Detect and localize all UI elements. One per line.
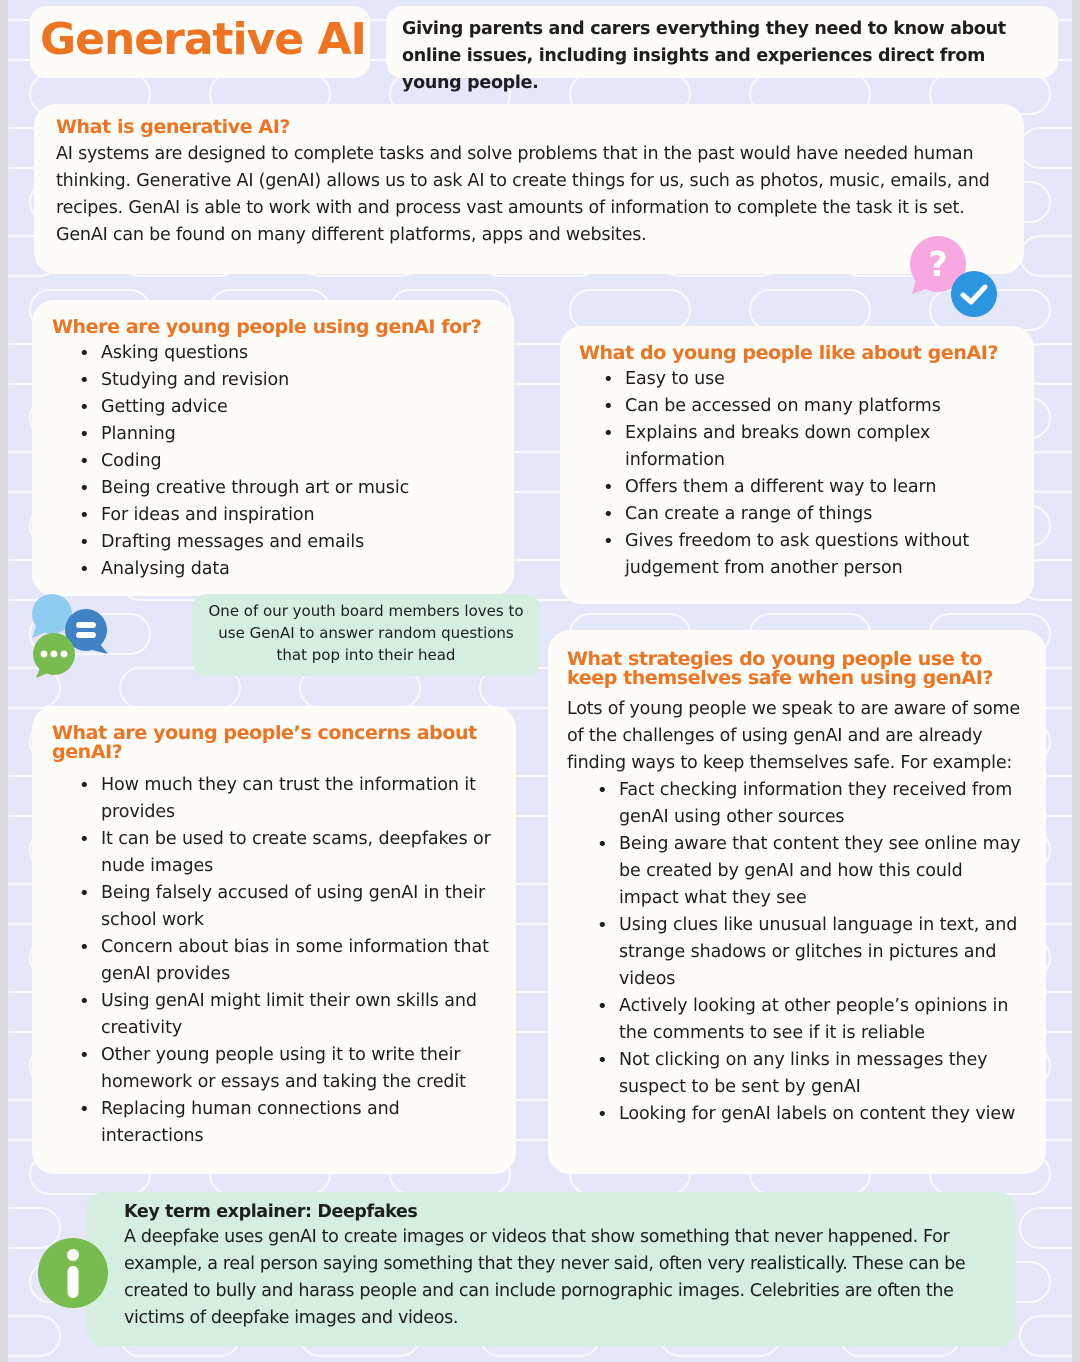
list-item: • Analysing data	[101, 556, 494, 583]
list-item: • Studying and revision	[101, 367, 494, 394]
list-item: • Looking for genAI labels on content they view	[619, 1101, 1027, 1128]
likes-card	[560, 326, 1034, 604]
list-item: • How much they can trust the information it provides	[101, 772, 496, 826]
info-icon	[36, 1236, 110, 1310]
list-item: • Fact checking information they received from genAI using other sources	[619, 777, 1027, 831]
key-term-body: A deepfake uses genAI to create images or videos that show something that never happened. For example, a real person saying something that they never said, often very realistically. These can be created to bully and harass people and can include pornographic images. Celebrities are often the victims of deepfake images and videos.	[124, 1227, 966, 1328]
checkmark-badge-icon	[950, 270, 998, 318]
background-bubble	[1020, 1208, 1080, 1248]
strategies-intro: Lots of young people we speak to are aware of some of the challenges of using genAI and are already finding ways to keep themselves safe. For example:	[567, 699, 1020, 773]
background-bubble	[1020, 128, 1080, 168]
list-item: • Getting advice	[101, 394, 494, 421]
concerns-list	[52, 772, 496, 1150]
list-item: • Can be accessed on many platforms	[625, 393, 1015, 420]
list-item: • Being creative through art or music	[101, 475, 494, 502]
list-item: • Drafting messages and emails	[101, 529, 494, 556]
background-bubble	[570, 290, 690, 330]
where-using-card	[32, 300, 514, 596]
what-is-genai-heading: What is generative AI?	[56, 116, 291, 138]
key-term-card	[86, 1192, 1016, 1346]
where-using-list	[52, 340, 494, 583]
title-card	[30, 6, 370, 78]
likes-heading: What do young people like about genAI?	[579, 342, 999, 364]
list-item: • Being falsely accused of using genAI in their school work	[101, 880, 496, 934]
concerns-card	[32, 706, 516, 1174]
concerns-heading: What are young people’s concerns about genAI?	[52, 722, 477, 763]
list-item: • Coding	[101, 448, 494, 475]
list-item: • Offers them a different way to learn	[625, 474, 1015, 501]
what-is-genai-body: AI systems are designed to complete tasks and solve problems that in the past would have needed human thinking. Generative AI (genAI) allows us to ask AI to create things for us, such as photos, music, emails, and recipes. GenAI is able to work with and process vast amounts of information to complete the task it is set. GenAI can be found on many different platforms, apps and websites.	[56, 144, 990, 245]
background-bubble	[1020, 236, 1080, 276]
tagline: Giving parents and carers everything they need to know about online issues, including insights and experiences direct from young people.	[402, 19, 1006, 93]
page-title: Generative AI	[40, 14, 366, 65]
youth-quote-card	[192, 594, 540, 676]
youth-quote-text: One of our youth board members loves to use GenAI to answer random questions that pop into their head	[208, 602, 524, 664]
list-item: • Can create a range of things	[625, 501, 1015, 528]
tagline-card	[386, 6, 1058, 93]
list-item: • Gives freedom to ask questions without judgement from another person	[625, 528, 1015, 582]
list-item: • Easy to use	[625, 366, 1015, 393]
list-item: • For ideas and inspiration	[101, 502, 494, 529]
list-item: • Replacing human connections and interactions	[101, 1096, 496, 1150]
list-item: • Planning	[101, 421, 494, 448]
strategies-heading: What strategies do young people use to keep themselves safe when using genAI?	[567, 648, 994, 689]
likes-list	[579, 366, 1015, 582]
page-edge-right	[1072, 0, 1080, 1362]
list-item: • Explains and breaks down complex information	[625, 420, 1015, 474]
list-item: • Concern about bias in some information that genAI provides	[101, 934, 496, 988]
list-item: • Not clicking on any links in messages they suspect to be sent by genAI	[619, 1047, 1027, 1101]
key-term-title: Key term explainer: Deepfakes	[124, 1202, 418, 1222]
what-is-genai-card	[34, 104, 1024, 274]
list-item: • Using genAI might limit their own skills and creativity	[101, 988, 496, 1042]
background-bubble	[750, 290, 870, 330]
background-bubble	[0, 1316, 60, 1356]
svg-text:?: ?	[928, 245, 948, 285]
list-item: • Asking questions	[101, 340, 494, 367]
page-edge-left	[0, 0, 8, 1362]
list-item: • Using clues like unusual language in text, and strange shadows or glitches in pictures and videos	[619, 912, 1027, 993]
list-item: • Other young people using it to write their homework or essays and taking the credit	[101, 1042, 496, 1096]
background-bubble	[1020, 1316, 1080, 1356]
list-item: • Actively looking at other people’s opinions in the comments to see if it is reliable	[619, 993, 1027, 1047]
list-item: • Being aware that content they see online may be created by genAI and how this could impact what they see	[619, 831, 1027, 912]
chat-bubbles-icon	[26, 592, 112, 678]
where-using-heading: Where are young people using genAI for?	[52, 316, 482, 338]
strategies-list	[567, 777, 1027, 1128]
strategies-card	[548, 630, 1046, 1174]
list-item: • It can be used to create scams, deepfakes or nude images	[101, 826, 496, 880]
